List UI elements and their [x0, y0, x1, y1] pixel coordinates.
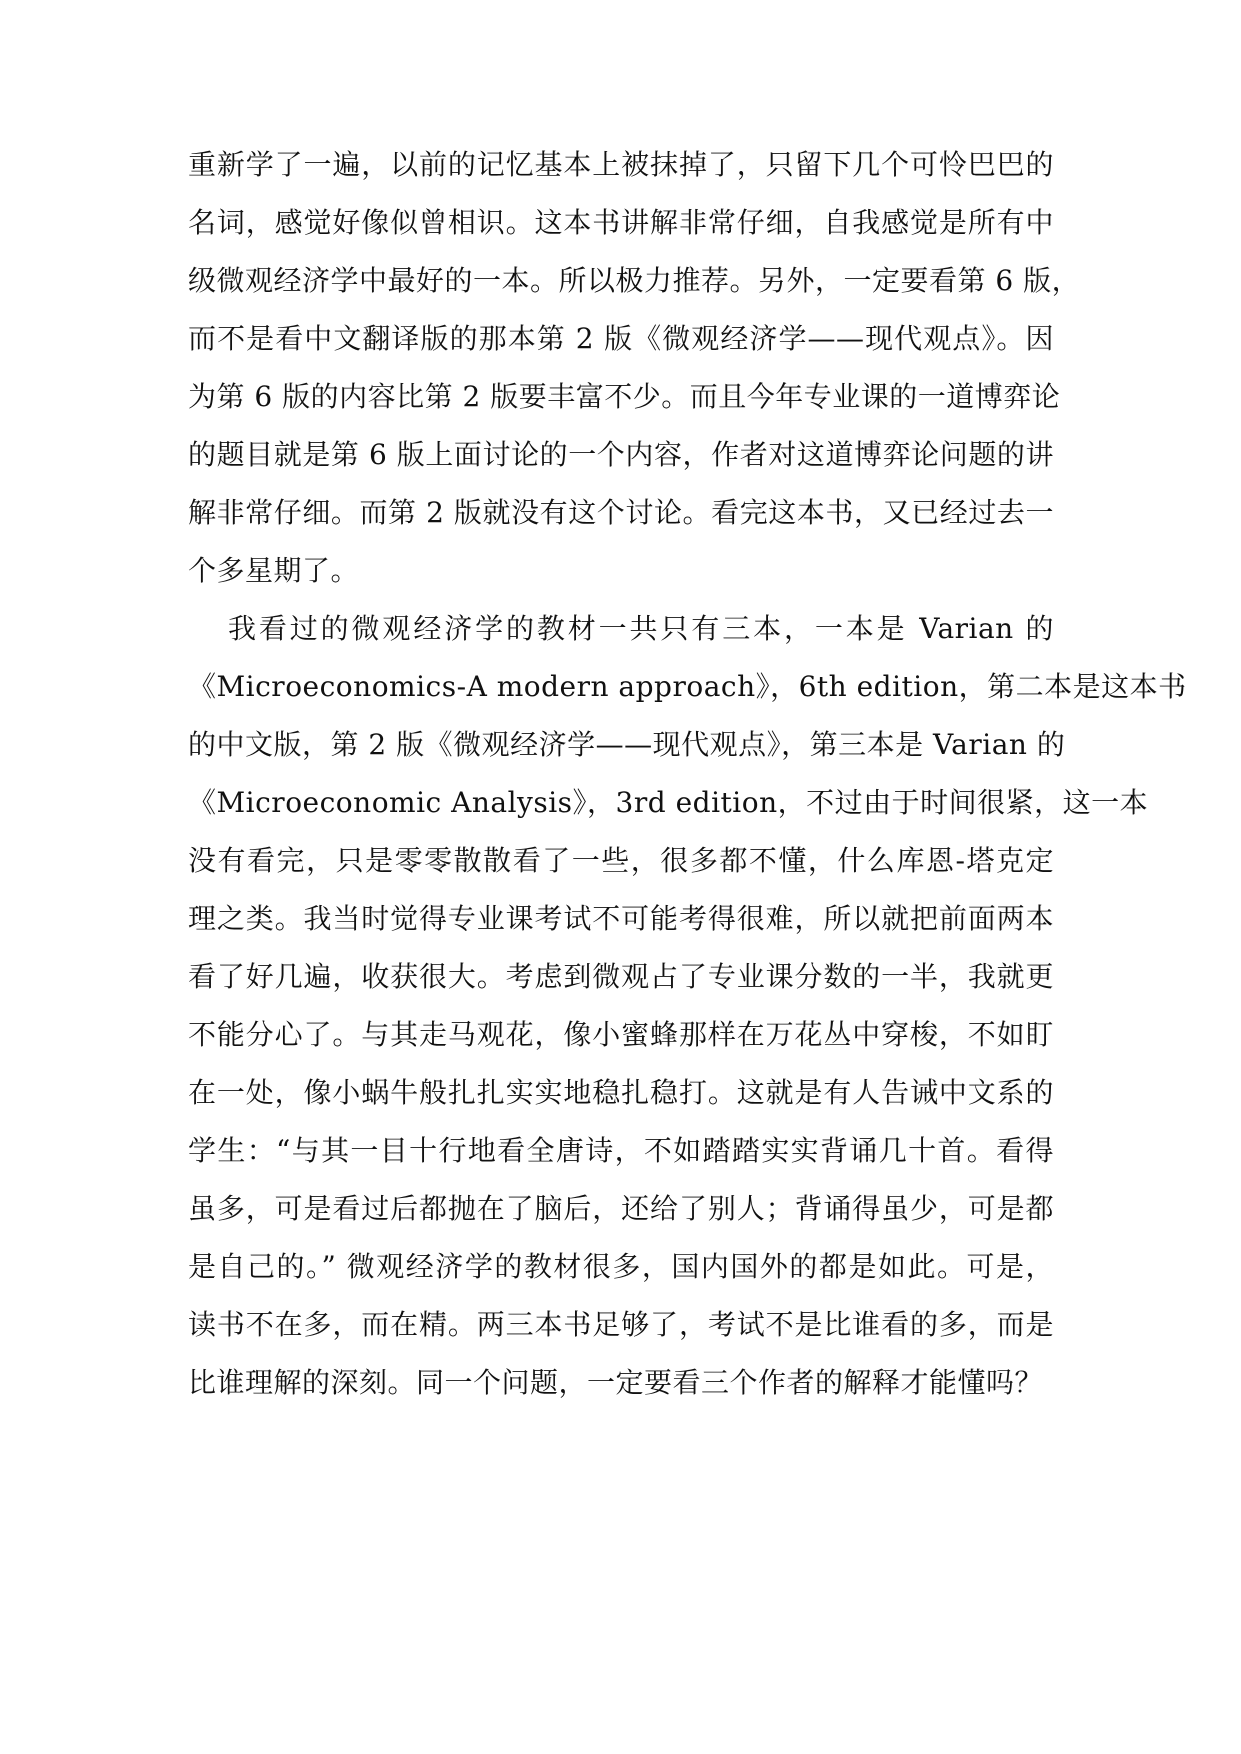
- text-line: 个多星期了。: [188, 554, 360, 587]
- text-line: 读书不在多，而在精。两三本书足够了，考试不是比谁看的多，而是: [188, 1308, 1054, 1341]
- text-line: 不能分心了。与其走马观花，像小蜜蜂那样在万花丛中穿梭，不如盯: [188, 1018, 1054, 1051]
- text-line: 虽多，可是看过后都抛在了脑后，还给了别人；背诵得虽少，可是都: [188, 1192, 1054, 1225]
- text-line: 解非常仔细。而第 2 版就没有这个讨论。看完这本书，又已经过去一: [188, 496, 1054, 529]
- text-line: 重新学了一遍，以前的记忆基本上被抹掉了，只留下几个可怜巴巴的: [188, 148, 1054, 181]
- text-line: 理之类。我当时觉得专业课考试不可能考得很难，所以就把前面两本: [188, 902, 1054, 935]
- text-line: 的题目就是第 6 版上面讨论的一个内容，作者对这道博弈论问题的讲: [188, 438, 1054, 471]
- text-line: 我看过的微观经济学的教材一共只有三本，一本是 Varian 的: [228, 612, 1054, 645]
- text-line: 没有看完，只是零零散散看了一些，很多都不懂，什么库恩-塔克定: [188, 844, 1054, 877]
- text-line: 而不是看中文翻译版的那本第 2 版《微观经济学——现代观点》。因: [188, 322, 1054, 355]
- text-line: 《Microeconomics-A modern approach》，6th edition，第二本是这本书: [188, 670, 1187, 703]
- text-line: 比谁理解的深刻。同一个问题，一定要看三个作者的解释才能懂吗？: [188, 1366, 1044, 1399]
- text-line: 看了好几遍，收获很大。考虑到微观占了专业课分数的一半，我就更: [188, 960, 1054, 993]
- text-line: 学生：“与其一目十行地看全唐诗，不如踏踏实实背诵几十首。看得: [188, 1134, 1054, 1167]
- text-line: 的中文版，第 2 版《微观经济学——现代观点》，第三本是 Varian 的: [188, 728, 1066, 761]
- text-line: 名词，感觉好像似曾相识。这本书讲解非常仔细，自我感觉是所有中: [188, 206, 1054, 239]
- text-line: 级微观经济学中最好的一本。所以极力推荐。另外，一定要看第 6 版，: [188, 264, 1081, 297]
- text-line: 是自己的。” 微观经济学的教材很多，国内国外的都是如此。可是，: [188, 1250, 1054, 1283]
- text-line: 《Microeconomic Analysis》，3rd edition，不过由于时间很紧，这一本: [188, 786, 1149, 819]
- text-line: 为第 6 版的内容比第 2 版要丰富不少。而且今年专业课的一道博弈论: [188, 380, 1061, 413]
- text-line: 在一处，像小蜗牛般扎扎实实地稳扎稳打。这就是有人告诫中文系的: [188, 1076, 1054, 1109]
